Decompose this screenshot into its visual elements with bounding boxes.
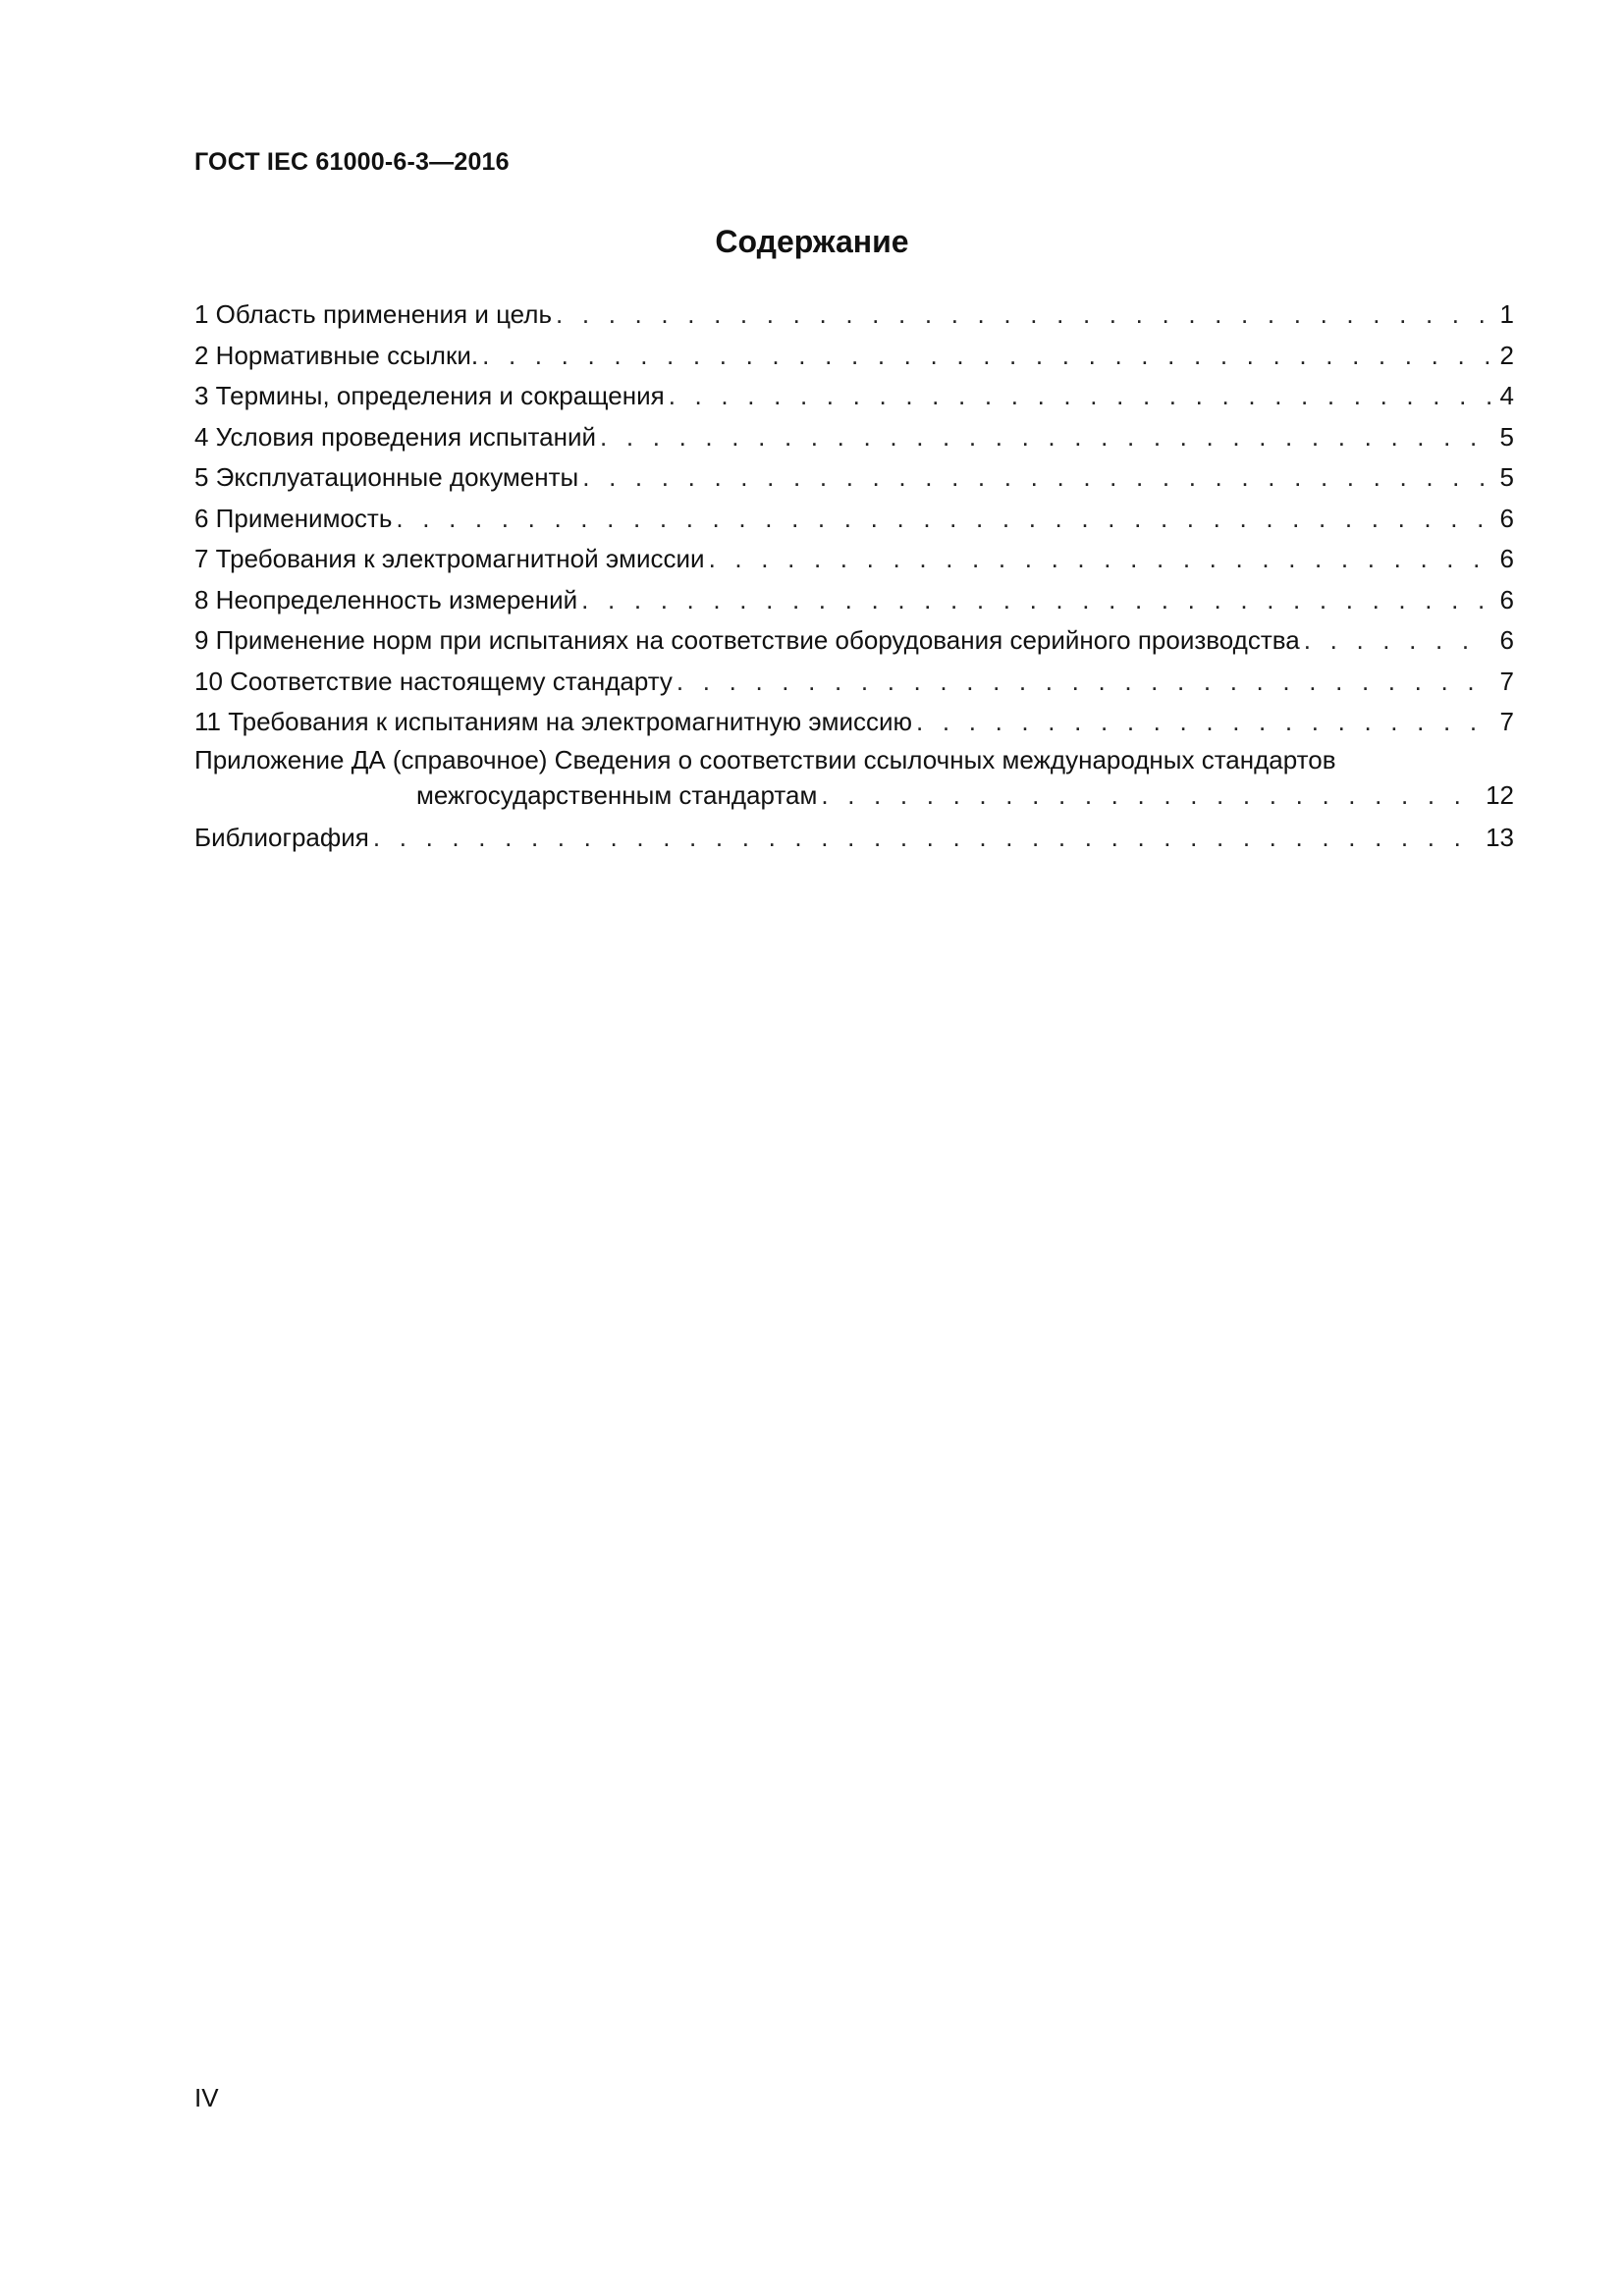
toc-entry-page: 6 — [1499, 584, 1514, 614]
dot-leader — [821, 776, 1482, 814]
toc-entry-page: 6 — [1499, 544, 1514, 573]
dot-leader — [669, 376, 1490, 417]
toc-entry-9[interactable] — [194, 620, 1514, 662]
toc-entry-page: 4 — [1499, 381, 1514, 410]
toc-entry-page: 5 — [1499, 421, 1514, 452]
toc-entry-label: 3 Термины, определения и сокращения — [194, 381, 665, 410]
dot-leader — [916, 702, 1490, 743]
toc-entry-label: 9 Применение норм при испытаниях на соответствие оборудования серийного производства — [194, 625, 1300, 655]
toc-entry-label: 2 Нормативные ссылки. — [194, 340, 479, 370]
toc-entry-10[interactable] — [194, 662, 1514, 703]
toc-entry-label: 8 Неопределенность измерений — [194, 584, 578, 614]
toc-entry-page: 6 — [1499, 503, 1514, 533]
toc-entry-5[interactable] — [194, 457, 1514, 499]
table-of-contents — [194, 294, 1514, 858]
toc-entry-2[interactable] — [194, 336, 1514, 377]
toc-entry-label: Библиография — [194, 822, 369, 852]
toc-entry-page: 12 — [1486, 779, 1514, 810]
toc-entry-page: 13 — [1486, 822, 1514, 852]
toc-entry-label: 7 Требования к электромагнитной эмиссии — [194, 544, 705, 573]
dot-leader — [600, 417, 1490, 458]
toc-entry-4[interactable] — [194, 417, 1514, 458]
dot-leader — [396, 499, 1490, 540]
toc-entry-page: 6 — [1499, 625, 1514, 655]
toc-entry-1[interactable] — [194, 294, 1514, 336]
dot-leader — [1304, 620, 1490, 662]
toc-entry-label: 6 Применимость — [194, 503, 393, 533]
toc-entry-page: 5 — [1499, 462, 1514, 492]
dot-leader — [677, 662, 1490, 703]
toc-entry-7[interactable] — [194, 539, 1514, 580]
dot-leader — [556, 294, 1490, 336]
dot-leader — [581, 580, 1490, 621]
toc-entry-page: 2 — [1499, 340, 1514, 370]
toc-entry-8[interactable] — [194, 580, 1514, 621]
toc-entry-label: 1 Область применения и цель — [194, 299, 552, 329]
toc-entry-bibliography[interactable] — [194, 818, 1514, 859]
dot-leader — [373, 818, 1482, 859]
toc-entry-label-continued: межгосударственным стандартам — [416, 779, 818, 810]
toc-entry-page: 7 — [1499, 666, 1514, 696]
toc-entry-label: 5 Эксплуатационные документы — [194, 462, 579, 492]
toc-entry-page: 7 — [1499, 707, 1514, 736]
toc-title: Содержание — [715, 224, 909, 259]
toc-entry-6[interactable] — [194, 499, 1514, 540]
toc-entry-11[interactable] — [194, 702, 1514, 743]
dot-leader — [482, 336, 1490, 377]
toc-entry-3[interactable] — [194, 376, 1514, 417]
toc-entry-label: 11 Требования к испытаниям на электромагнитную эмиссию — [194, 707, 913, 736]
dot-leader — [709, 539, 1490, 580]
dot-leader — [582, 457, 1490, 499]
page-number: IV — [194, 2083, 219, 2112]
toc-entry-appendix[interactable] — [194, 743, 1514, 814]
toc-entry-page: 1 — [1499, 299, 1514, 329]
document-id-header: ГОСТ IEC 61000-6-3—2016 — [194, 148, 510, 176]
toc-entry-appendix-continuation — [194, 776, 1514, 814]
toc-entry-label: 10 Соответствие настоящему стандарту — [194, 666, 673, 696]
toc-entry-label: 4 Условия проведения испытаний — [194, 421, 597, 452]
toc-entry-label: Приложение ДА (справочное) Сведения о соответствии ссылочных международных стандартов — [194, 744, 1336, 774]
